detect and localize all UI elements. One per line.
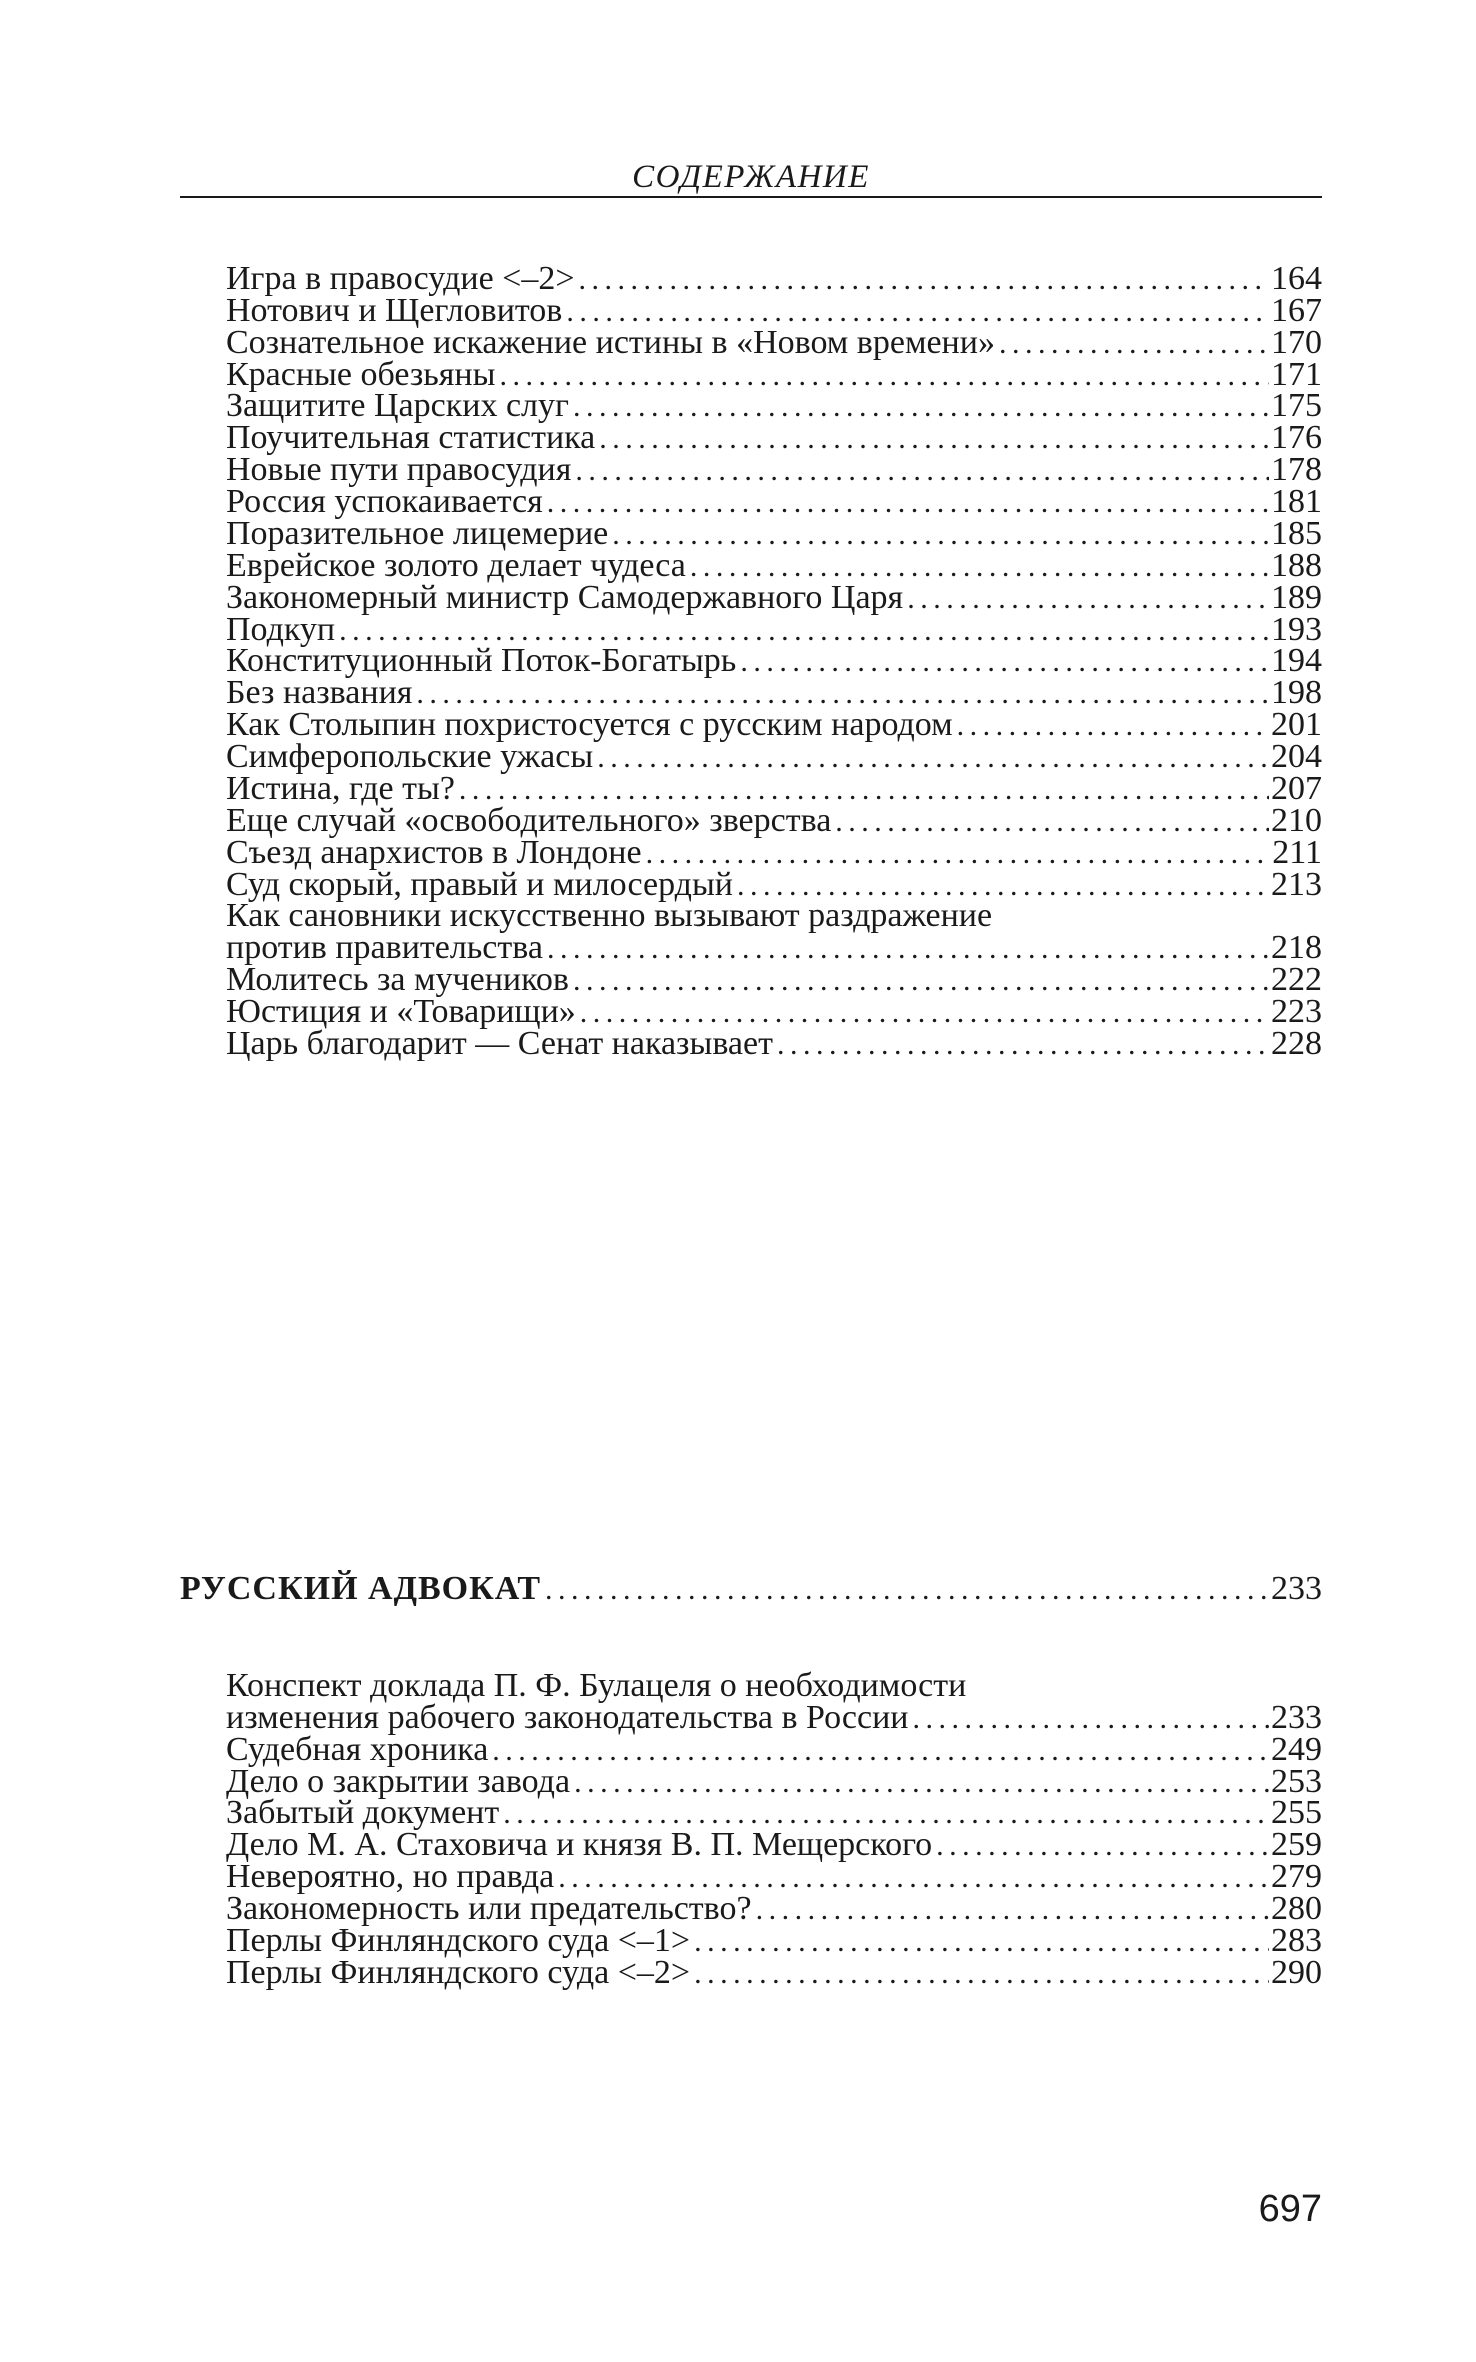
toc-entry	[226, 1020, 1322, 1068]
toc-entry-title: Еврейское золото делает чудеса	[226, 546, 686, 584]
toc-entry	[226, 1949, 1322, 1997]
toc-page-number: 204	[1271, 738, 1322, 776]
toc-entry-title: Сознательное искажение истины в «Новом времени»	[226, 323, 995, 361]
toc-page-number: 181	[1271, 483, 1322, 521]
toc-page-number: 198	[1271, 674, 1322, 712]
toc-page-number: 207	[1271, 769, 1322, 807]
dot-leader	[777, 1021, 1269, 1069]
toc-page-number: 233	[1271, 1698, 1322, 1736]
toc-entry-title: Перлы Финляндского суда <–2>	[226, 1953, 691, 1991]
toc-page-number: 171	[1271, 355, 1322, 393]
toc-entry-title: Как сановники искусственно вызывают раздражение	[226, 897, 993, 935]
toc-entry-title: Молитесь за мучеников	[226, 961, 569, 999]
toc-page-number: 185	[1271, 514, 1322, 552]
toc-entry-title: Дело М. А. Стаховича и князя В. П. Мещерского	[226, 1826, 933, 1864]
toc-page-number: 280	[1271, 1890, 1322, 1928]
toc-page-number: 178	[1271, 451, 1322, 489]
toc-page-number: 201	[1271, 706, 1322, 744]
toc-page-number: 213	[1271, 865, 1322, 903]
toc-page-number: 255	[1271, 1794, 1322, 1832]
toc-page-number: 188	[1271, 546, 1322, 584]
toc-page-number: 211	[1272, 833, 1322, 871]
toc-entry-title: Судебная хроника	[226, 1730, 489, 1768]
toc-entry-title: изменения рабочего законодательства в России	[226, 1698, 909, 1736]
page-number: 697	[1258, 2188, 1322, 2230]
toc-entry-title: Красные обезьяны	[226, 355, 496, 393]
toc-page-number: 194	[1271, 642, 1322, 680]
toc-page-number: 210	[1271, 801, 1322, 839]
toc-section-heading	[180, 1565, 1322, 1613]
toc-page-number: 290	[1271, 1953, 1322, 1991]
toc-entry-title: Игра в правосудие <–2>	[226, 260, 575, 297]
toc-entry-title: Перлы Финляндского суда <–1>	[226, 1921, 691, 1959]
toc-entry-title: Подкуп	[226, 610, 336, 648]
toc-entry-title: Невероятно, но правда	[226, 1858, 555, 1896]
toc-page-number: 249	[1271, 1730, 1322, 1768]
toc-entry-title: Истина, где ты?	[226, 769, 455, 807]
running-header	[180, 158, 1322, 198]
running-header-title: СОДЕРЖАНИЕ	[632, 159, 870, 195]
toc-entry-title: Поучительная статистика	[226, 419, 596, 457]
toc-page-number: 164	[1271, 260, 1322, 297]
toc-entry-title: Еще случай «освободительного» зверства	[226, 801, 832, 839]
toc-entry-title: Как Столыпин похристосуется с русским народом	[226, 706, 953, 744]
dot-leader	[545, 1566, 1269, 1614]
toc-entry-title: Юстиция и «Товарищи»	[226, 993, 576, 1030]
toc-page-number: 167	[1271, 291, 1322, 329]
toc-entry-title: Новые пути правосудия	[226, 451, 572, 489]
toc-entry-title: Симферопольские ужасы	[226, 738, 594, 776]
toc-page-number: 218	[1271, 929, 1322, 967]
toc-page-number: 253	[1271, 1762, 1322, 1800]
toc-entry-title: Закономерный министр Самодержавного Царя	[226, 578, 904, 616]
toc-page-number: 223	[1271, 993, 1322, 1030]
toc-page-number: 222	[1271, 961, 1322, 999]
toc-page-number: 228	[1271, 1024, 1322, 1062]
toc-entry-title: Забытый документ	[226, 1794, 500, 1832]
toc-page-number: 283	[1271, 1921, 1322, 1959]
toc-entry-title: Нотович и Щегловитов	[226, 291, 563, 329]
toc-page-number: 193	[1271, 610, 1322, 648]
toc-entry-title: Конституционный Поток-Богатырь	[226, 642, 737, 680]
toc-entry-title: против правительства	[226, 929, 543, 967]
toc-page-number: 259	[1271, 1826, 1322, 1864]
toc-entry-title: Без названия	[226, 674, 413, 712]
toc-page-number: 189	[1271, 578, 1322, 616]
toc-entry-title: Дело о закрытии завода	[226, 1762, 571, 1800]
toc-page-number: 279	[1271, 1858, 1322, 1896]
dot-leader	[694, 1950, 1269, 1998]
toc-entry-title: Конспект доклада П. Ф. Булацеля о необходимости	[226, 1667, 967, 1704]
toc-entry-title: Царь благодарит — Сенат наказывает	[226, 1024, 773, 1062]
toc-entry-title: Съезд анархистов в Лондоне	[226, 833, 642, 871]
toc-page-number: 233	[1271, 1570, 1322, 1607]
toc-entry-title: Защитите Царских слуг	[226, 387, 569, 425]
toc-page-number: 175	[1271, 387, 1322, 425]
toc-page-number: 170	[1271, 323, 1322, 361]
toc-entry-title: Закономерность или предательство?	[226, 1890, 752, 1928]
toc-section-title: РУССКИЙ АДВОКАТ	[180, 1570, 541, 1607]
toc-page-number: 176	[1271, 419, 1322, 457]
toc-entry-title: Поразительное лицемерие	[226, 514, 609, 552]
toc-entry-title: Суд скорый, правый и милосердый	[226, 865, 733, 903]
toc-entry-title: Россия успокаивается	[226, 483, 543, 521]
